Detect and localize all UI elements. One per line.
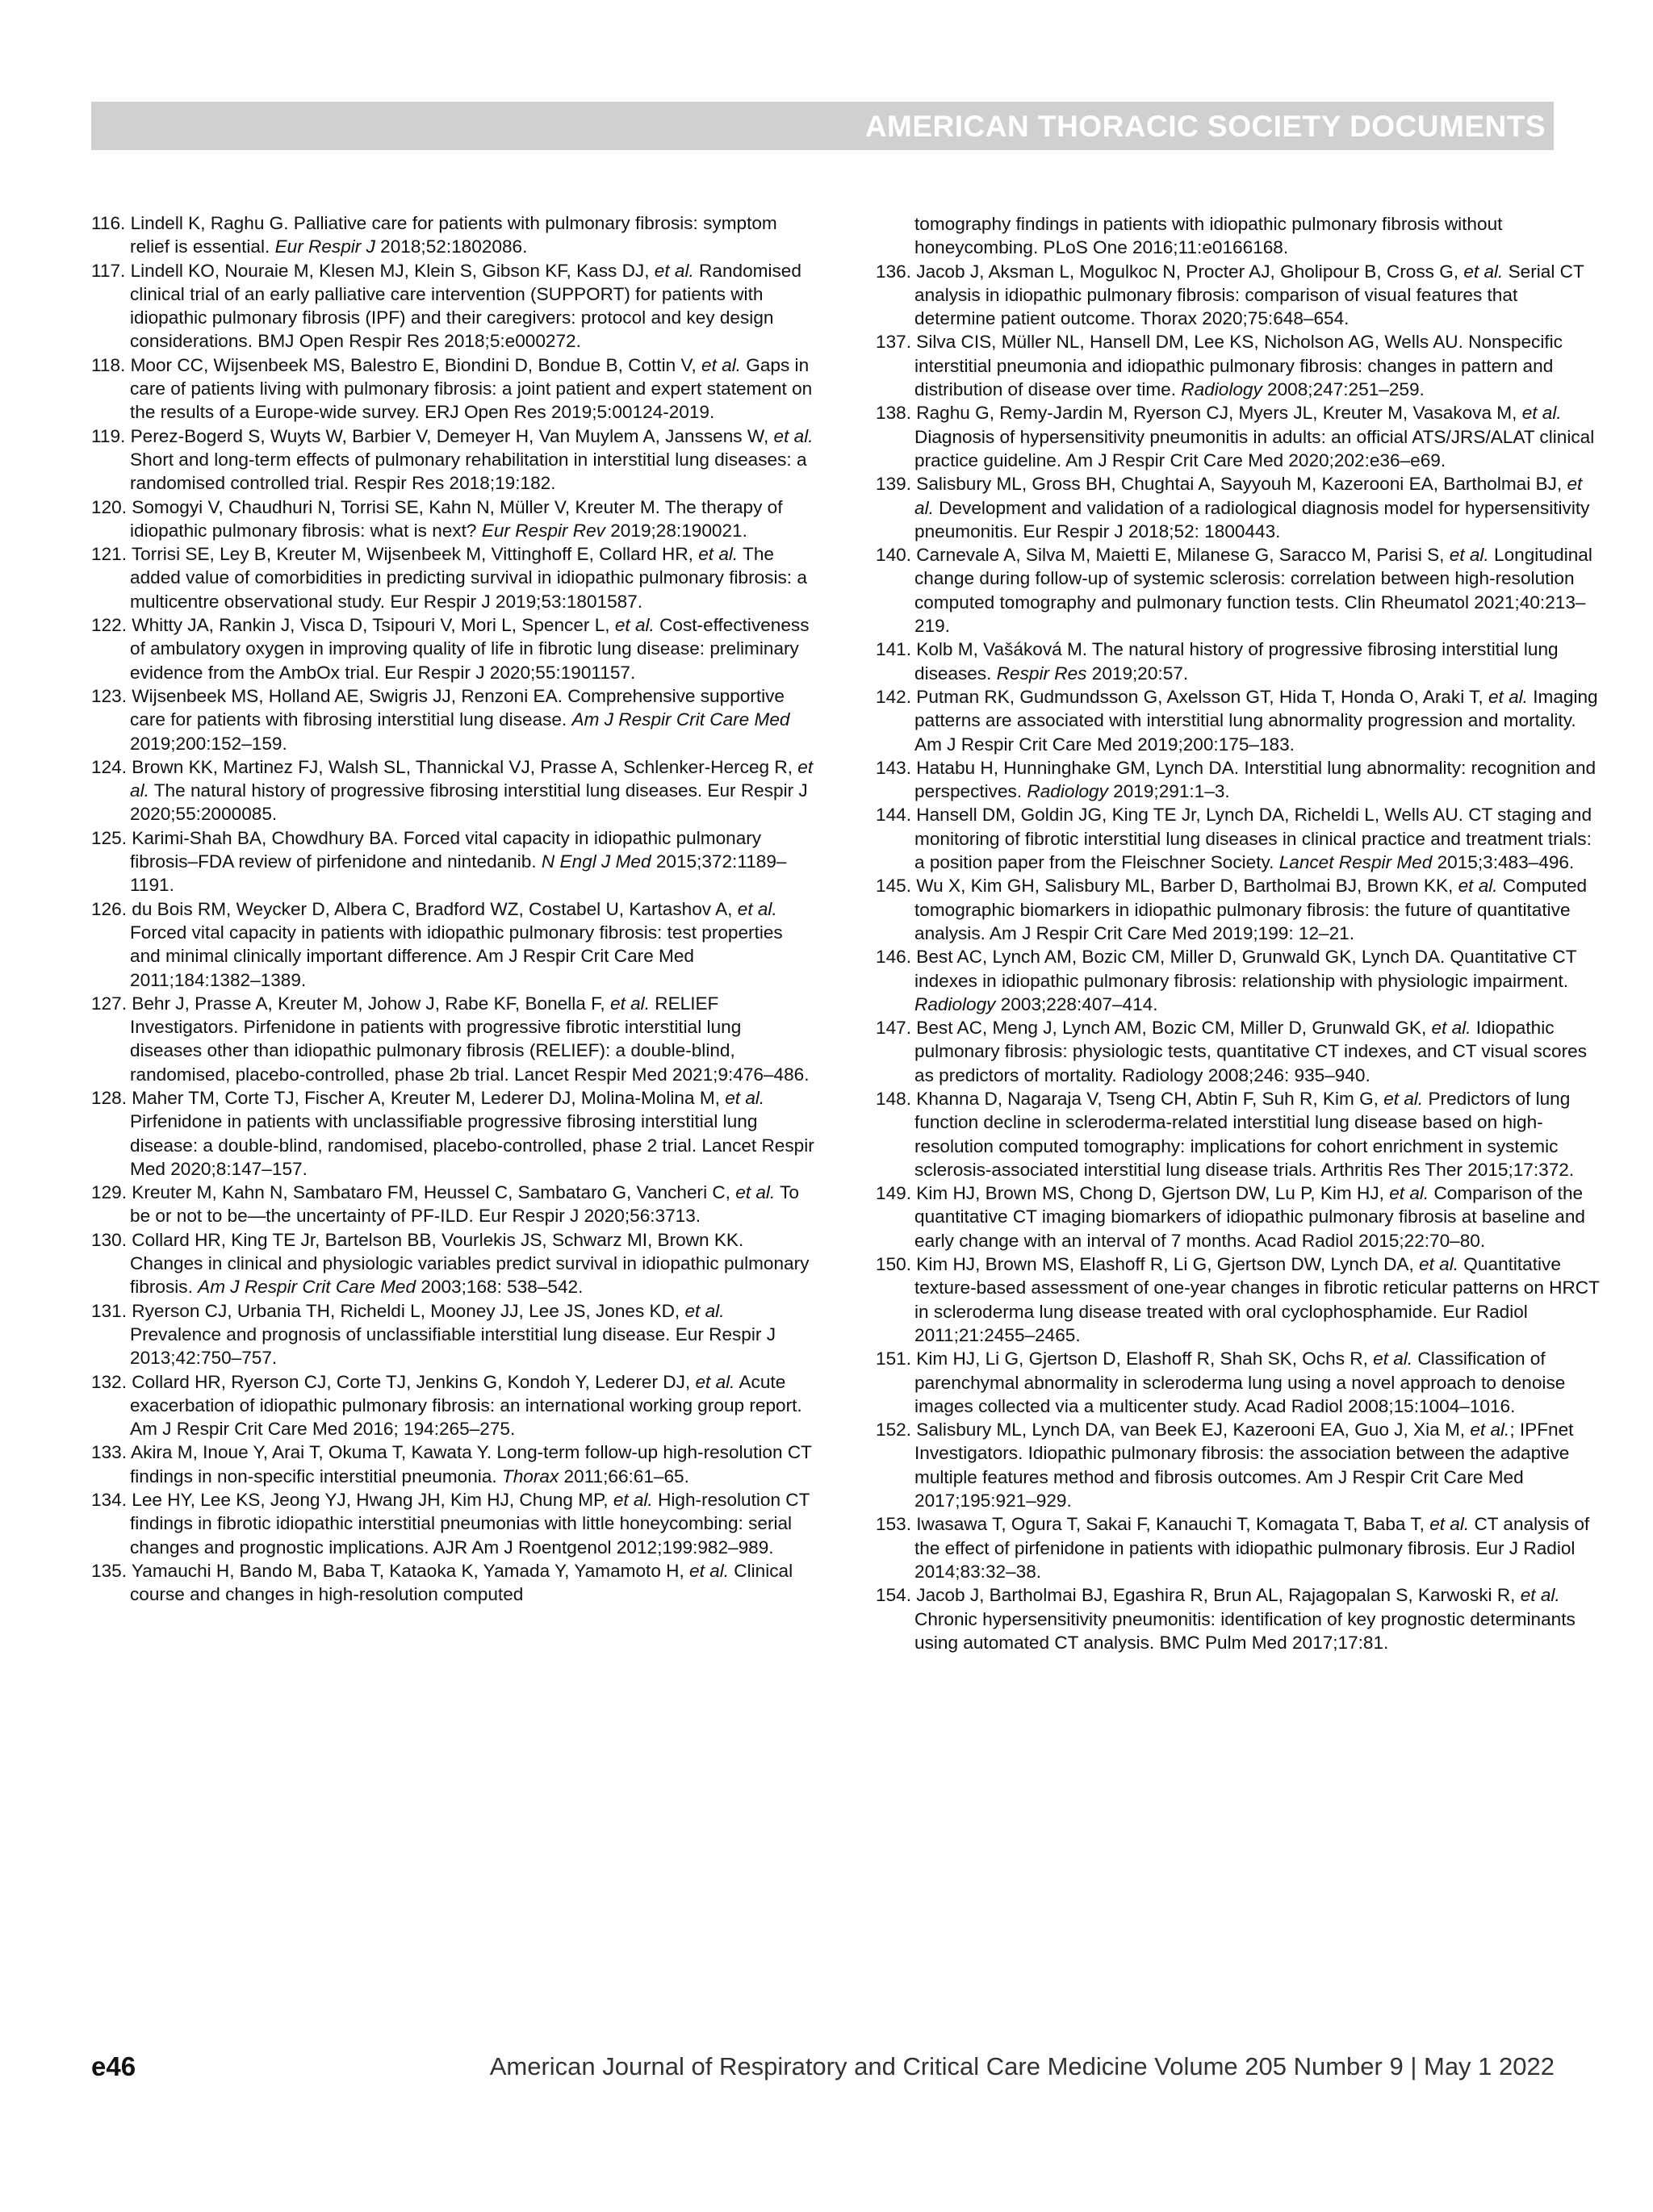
reference-text: Akira M, Inoue Y, Arai T, Okuma T, Kawata Y. Long-term follow-up high-resolution CT findings in non-specific interstitial pneumonia. [130,1442,812,1487]
reference-item [876,1347,1602,1418]
reference-italic: et al. [614,615,655,636]
reference-text: Kim HJ, Brown MS, Elashoff R, Li G, Gjertson DW, Lynch DA, [916,1254,1420,1275]
reference-text-end: Comparison of the quantitative CT imaging biomarkers of idiopathic pulmonary fibrosis at baseline and early change with an interval of 7 months. Acad Radiol 2015;22:70–80. [914,1183,1585,1251]
reference-item [876,803,1602,874]
reference-italic: Lancet Respir Med [1278,852,1433,873]
reference-number: 128. [91,1087,127,1108]
reference-item [91,684,818,755]
reference-text-end: Computed tomographic biomarkers in idiopathic pulmonary fibrosis: the future of quantitative analysis. Am J Respir Crit Care Med 2019;199: 12–21. [914,876,1588,943]
reference-text: Maher TM, Corte TJ, Fischer A, Kreuter M, Lederer DJ, Molina-Molina M, [132,1087,726,1108]
reference-text-end: Prevalence and prognosis of unclassifiable interstitial lung disease. Eur Respir J 2013;42:750–757. [130,1323,776,1369]
reference-text: Karimi-Shah BA, Chowdhury BA. Forced vital capacity in idiopathic pulmonary fibrosis–FDA review of pirfenidone and nintedanib. [130,827,762,872]
reference-italic: et al. [914,474,1583,518]
reference-italic: et al. [1373,1349,1413,1369]
reference-item [876,330,1602,401]
reference-italic: et al. [613,1490,653,1511]
reference-text: Salisbury ML, Lynch DA, van Beek EJ, Kazerooni EA, Guo J, Xia M, [916,1420,1471,1441]
reference-number: 145. [876,876,911,897]
section-header-band [91,102,1554,150]
reference-number: 142. [876,686,911,707]
reference-text: Somogyi V, Chaudhuri N, Torrisi SE, Kahn N, Müller V, Kreuter M. The therapy of idiopathic pulmonary fibrosis: what is next? [130,496,783,541]
reference-text-end: 2019;291:1–3. [1107,781,1230,802]
reference-text: Silva CIS, Müller NL, Hansell DM, Lee KS, Nicholson AG, Wells AU. Nonspecific interstitial pneumonia and idiopathic pulmonary fibrosis: changes in pattern and distribution of disease over time. [914,332,1563,400]
reference-italic: et al. [1521,403,1562,424]
reference-number: 141. [876,639,911,660]
reference-text: Kim HJ, Brown MS, Chong D, Gjertson DW, Lu P, Kim HJ, [916,1183,1390,1204]
reference-italic: Am J Respir Crit Care Med [198,1277,416,1298]
reference-item [91,755,818,826]
reference-text: Iwasawa T, Ogura T, Sakai F, Kanauchi T, Komagata T, Baba T, [916,1514,1430,1535]
reference-text: Hansell DM, Goldin JG, King TE Jr, Lynch DA, Richeldi L, Wells AU. CT staging and monitoring of fibrotic interstitial lung diseases in clinical practice and treatment trials: a position paper from the Fleischner Society. [914,805,1592,873]
page-number: e46 [91,2051,136,2081]
reference-number: 154. [876,1585,911,1606]
reference-item [91,1228,818,1299]
reference-text-end: Acute exacerbation of idiopathic pulmonary fibrosis: an international working group report. Am J Respir Crit Care Med 2016; 194:265–275. [130,1371,802,1440]
reference-number: 133. [91,1442,127,1463]
reference-item [876,401,1602,472]
reference-number: 129. [91,1182,127,1203]
references-left-column [91,211,818,1607]
reference-italic: et al. [698,544,739,565]
reference-number: 116. [91,213,126,233]
reference-item [91,1488,818,1559]
reference-text-end: Diagnosis of hypersensitivity pneumonitis in adults: an official ATS/JRS/ALAT clinical practice guideline. Am J Respir Crit Care Med 2020;202:e36–e69. [914,426,1595,470]
reference-text: Collard HR, King TE Jr, Bartelson BB, Vourlekis JS, Schwarz MI, Brown KK. Changes in clinical and physiologic variables predict survival in idiopathic pulmonary fibrosis. [130,1229,810,1298]
reference-text: Yamauchi H, Bando M, Baba T, Kataoka K, Yamada Y, Yamamoto H, [131,1560,690,1581]
journal-footer: American Journal of Respiratory and Critical Care Medicine Volume 205 Number 9 | May 1 2022 [489,2052,1555,2080]
reference-italic: et al. [1458,876,1498,897]
reference-italic: Respir Res [996,663,1087,684]
reference-text: Wijsenbeek MS, Holland AE, Swigris JJ, Renzoni EA. Comprehensive supportive care for patients with fibrosing interstitial lung disease. [130,685,785,730]
reference-text-end: Clinical course and changes in high-resolution computed [130,1560,793,1605]
reference-italic: et al. [1429,1514,1470,1535]
reference-number: 139. [876,474,911,495]
reference-text: Lee HY, Lee KS, Jeong YJ, Hwang JH, Kim HJ, Chung MP, [132,1490,613,1511]
reference-text: Putman RK, Gudmundsson G, Axelsson GT, Hida T, Honda O, Araki T, [916,686,1488,707]
reference-text: Best AC, Meng J, Lynch AM, Bozic CM, Miller D, Grunwald GK, [916,1018,1432,1039]
reference-text-end: ; IPFnet Investigators. Idiopathic pulmonary fibrosis: the association between the adaptive multiple features method and fibrosis outcomes. Am J Respir Crit Care Med 2017;195:921–929. [914,1420,1574,1512]
reference-item [876,260,1602,331]
reference-number: 124. [91,756,127,777]
reference-number: 152. [876,1420,911,1441]
reference-italic: et al. [1449,545,1489,566]
reference-item [876,1418,1602,1512]
reference-number: 149. [876,1183,911,1204]
reference-item [876,874,1602,945]
reference-text-end: RELIEF Investigators. Pirfenidone in patients with progressive fibrotic interstitial lung diseases other than idiopathic pulmonary fibrosis (RELIEF): a double-blind, randomised, placebo-controlled, phase 2b trial. Lancet Respir Med 2021;9:476–486. [130,993,810,1085]
reference-italic: et al. [610,993,650,1014]
reference-number: 144. [876,805,911,826]
reference-italic: Radiology [914,993,996,1014]
reference-italic: et al. [737,898,777,919]
reference-text-end: Idiopathic pulmonary fibrosis: physiologic tests, quantitative CT indexes, and CT visual scores as predictors of mortality. Radiology 2008;246: 935–940. [914,1018,1588,1085]
reference-text-end: Classification of parenchymal abnormality in scleroderma lung using a novel approach to denoise images collected via a multicenter study. Acad Radiol 2008;15:1004–1016. [914,1349,1566,1416]
reference-text-end: To be or not to be—the uncertainty of PF-ILD. Eur Respir J 2020;56:3713. [130,1182,799,1227]
reference-item [876,1087,1602,1181]
reference-text: Kreuter M, Kahn N, Sambataro FM, Heussel C, Sambataro G, Vancheri C, [132,1182,736,1203]
reference-text-end: 2003;168: 538–542. [416,1277,584,1298]
reference-text: Perez-Bogerd S, Wuyts W, Barbier V, Demeyer H, Van Muylem A, Janssens W, [130,425,774,446]
reference-number: 153. [876,1514,911,1535]
reference-text-end: The added value of comorbidities in predicting survival in idiopathic pulmonary fibrosis: a multicentre observational study. Eur Respir J 2019;53:1801587. [130,544,807,612]
reference-number: 121. [91,544,127,565]
reference-item [91,353,818,424]
reference-text: Hatabu H, Hunninghake GM, Lynch DA. Interstitial lung abnormality: recognition and perspectives. [914,757,1597,802]
reference-text: Jacob J, Bartholmai BJ, Egashira R, Brun AL, Rajagopalan S, Karwoski R, [916,1585,1521,1606]
reference-number: 122. [91,615,127,636]
reference-italic: N Engl J Med [541,851,651,872]
reference-text-end: 2015;3:483–496. [1432,852,1575,873]
reference-number: 132. [91,1371,127,1392]
references-right-column [876,212,1602,1654]
reference-number: 127. [91,993,127,1014]
reference-item [91,211,818,259]
reference-text: Brown KK, Martinez FJ, Walsh SL, Thannickal VJ, Prasse A, Schlenker-Herceg R, [132,756,798,777]
reference-italic: et al. [725,1087,765,1108]
reference-text-end: Quantitative texture-based assessment of one-year changes in fibrotic reticular patterns on HRCT in scleroderma lung disease treated with oral cyclophosphamide. Eur Radiol 2011;21:2455–2465. [914,1254,1600,1345]
reference-italic: et al. [1419,1254,1459,1275]
reference-text: Whitty JA, Rankin J, Visca D, Tsipouri V, Mori L, Spencer L, [132,615,615,636]
reference-item [876,472,1602,543]
reference-italic: et al. [1431,1018,1471,1039]
reference-item [91,897,818,992]
reference-text-end: 2019;200:152–159. [130,733,287,754]
reference-text: Ryerson CJ, Urbania TH, Richeldi L, Mooney JJ, Lee JS, Jones KD, [132,1300,685,1321]
reference-italic: et al. [1520,1585,1560,1606]
reference-item [876,1016,1602,1087]
reference-text: Torrisi SE, Ley B, Kreuter M, Wijsenbeek M, Vittinghoff E, Collard HR, [131,544,699,565]
reference-item [91,1181,818,1228]
reference-italic: et al. [130,756,814,801]
reference-text-end: Chronic hypersensitivity pneumonitis: identification of key prognostic determinants using automated CT analysis. BMC Pulm Med 2017;17:81. [914,1608,1576,1653]
reference-text-end: Serial CT analysis in idiopathic pulmonary fibrosis: comparison of visual features that determine patient outcome. Thorax 2020;75:648–654. [914,261,1584,329]
reference-text-end: 2019;20:57. [1086,663,1189,684]
reference-item [876,756,1602,804]
reference-text-end: Development and validation of a radiological diagnosis model for hypersensitivity pneumonitis. Eur Respir J 2018;52: 1800443. [914,497,1590,542]
reference-number: 119. [91,425,126,446]
reference-text-end: 2015;372:1189–1191. [130,851,787,896]
reference-text-end: Short and long-term effects of pulmonary rehabilitation in interstitial lung diseases: a randomised controlled trial. Respir Res 2018;19:182. [130,449,807,494]
reference-number: 136. [876,261,911,282]
reference-text-end: 2003;228:407–414. [995,993,1158,1014]
reference-number: 123. [91,685,127,706]
reference-number: 143. [876,757,911,778]
reference-item [91,424,818,496]
reference-text: Collard HR, Ryerson CJ, Corte TJ, Jenkins G, Kondoh Y, Lederer DJ, [132,1371,696,1392]
section-header-title: AMERICAN THORACIC SOCIETY DOCUMENTS [864,110,1546,143]
reference-item [91,1299,818,1370]
reference-text: Lindell KO, Nouraie M, Klesen MJ, Klein S, Gibson KF, Kass DJ, [130,260,655,281]
reference-continuation: tomography findings in patients with idiopathic pulmonary fibrosis without honeycombing. PLoS One 2016;11:e0166168. [914,214,1503,258]
reference-text: Raghu G, Remy-Jardin M, Ryerson CJ, Myers JL, Kreuter M, Vasakova M, [916,403,1522,424]
reference-text: du Bois RM, Weycker D, Albera C, Bradford WZ, Costabel U, Kartashov A, [132,898,738,919]
reference-number: 148. [876,1088,911,1109]
reference-text-end: Forced vital capacity in patients with idiopathic pulmonary fibrosis: test properties and minimal clinically important difference. Am J Respir Crit Care Med 2011;184:1382–1389. [130,922,783,990]
reference-italic: et al. [1463,261,1504,282]
reference-item [91,1086,818,1181]
reference-italic: Radiology [1027,781,1108,802]
reference-italic: et al. [654,260,694,281]
reference-number: 138. [876,403,911,424]
reference-number: 135. [91,1560,127,1581]
reference-italic: Radiology [1181,379,1262,400]
reference-number: 146. [876,947,911,968]
reference-item [91,542,818,613]
reference-number: 150. [876,1254,911,1275]
reference-text: Jacob J, Aksman L, Mogulkoc N, Procter AJ, Gholipour B, Cross G, [916,261,1464,282]
reference-text: Carnevale A, Silva M, Maietti E, Milanese G, Saracco M, Parisi S, [916,545,1450,566]
reference-item [91,613,818,684]
reference-text: Wu X, Kim GH, Salisbury ML, Barber D, Bartholmai BJ, Brown KK, [916,876,1458,897]
reference-number: 120. [91,496,127,517]
reference-text: Kim HJ, Li G, Gjertson D, Elashoff R, Shah SK, Ochs R, [916,1349,1374,1369]
reference-text-end: High-resolution CT findings in fibrotic idiopathic interstitial pneumonias with little honeycombing: serial changes and prognostic implications. AJR Am J Roentgenol 2012;199:982–989. [130,1490,810,1558]
reference-italic: et al. [689,1560,730,1581]
reference-italic: et al. [1383,1088,1424,1109]
reference-item [876,543,1602,638]
reference-item [876,685,1602,756]
reference-text-end: Pirfenidone in patients with unclassifiable progressive fibrosing interstitial lung disease: a double-blind, randomised, placebo-controlled, phase 2 trial. Lancet Respir Med 2020;8:147–157. [130,1111,814,1179]
reference-text-end: Gaps in care of patients living with pulmonary fibrosis: a joint patient and expert statement on the results of a Europe-wide survey. ERJ Open Res 2019;5:00124-2019. [130,354,813,423]
reference-italic: Eur Respir J [274,236,375,257]
reference-text: Khanna D, Nagaraja V, Tseng CH, Abtin F, Suh R, Kim G, [916,1088,1384,1109]
reference-number: 137. [876,332,911,353]
reference-italic: et al. [1470,1420,1510,1441]
reference-text: Moor CC, Wijsenbeek MS, Balestro E, Biondini D, Bondue B, Cottin V, [130,354,702,375]
reference-text: Best AC, Lynch AM, Bozic CM, Miller D, Grunwald GK, Lynch DA. Quantitative CT indexes in idiopathic pulmonary fibrosis: relationship with physiologic impairment. [914,947,1577,991]
reference-number: 131. [91,1300,127,1321]
reference-italic: et al. [695,1371,735,1392]
reference-item [91,1559,818,1607]
reference-number: 147. [876,1018,911,1039]
reference-text-end: 2011;66:61–65. [559,1466,689,1487]
reference-item [876,945,1602,1016]
reference-italic: et al. [773,425,814,446]
reference-italic: et al. [684,1300,725,1321]
reference-item [91,1441,818,1488]
reference-number: 130. [91,1229,127,1250]
reference-italic: Thorax [501,1466,559,1487]
reference-italic: et al. [735,1182,776,1203]
reference-text-end: 2019;28:190021. [605,520,747,541]
reference-item [91,992,818,1086]
reference-item [91,1370,818,1441]
reference-number: 125. [91,827,127,848]
reference-italic: Am J Respir Crit Care Med [571,709,790,730]
reference-item [876,1252,1602,1347]
reference-number: 117. [91,260,126,281]
reference-number: 118. [91,354,126,375]
reference-text: Kolb M, Vašáková M. The natural history of progressive fibrosing interstitial lung diseases. [914,639,1559,684]
reference-italic: et al. [1389,1183,1429,1204]
reference-item [91,496,818,543]
reference-number: 134. [91,1490,127,1511]
reference-item [91,259,818,353]
reference-text: Behr J, Prasse A, Kreuter M, Johow J, Rabe KF, Bonella F, [132,993,610,1014]
reference-item [876,638,1602,685]
reference-number: 126. [91,898,127,919]
reference-text-end: Randomised clinical trial of an early palliative care intervention (SUPPORT) for patients with idiopathic pulmonary fibrosis (IPF) and their caregivers: protocol and key design considerations. BMJ Open Respir Res 2018;5:e000272. [130,260,801,352]
reference-italic: et al. [1488,686,1528,707]
reference-text-end: 2018;52:1802086. [375,236,528,257]
reference-item [876,1583,1602,1654]
reference-item [91,826,818,897]
reference-italic: Eur Respir Rev [481,520,605,541]
reference-italic: et al. [701,354,741,375]
reference-text: Salisbury ML, Gross BH, Chughtai A, Sayyouh M, Kazerooni EA, Bartholmai BJ, [916,474,1567,495]
reference-text: Lindell K, Raghu G. Palliative care for patients with pulmonary fibrosis: symptom relief is essential. [130,213,777,257]
reference-text-end: CT analysis of the effect of pirfenidone in patients with idiopathic pulmonary fibrosis. Eur J Radiol 2014;83:32–38. [914,1514,1590,1582]
reference-number: 151. [876,1349,911,1369]
reference-text-end: Predictors of lung function decline in scleroderma-related interstitial lung disease based on high-resolution computed tomography: implications for cohort enrichment in systemic sclerosis-associated interstitial lung disease trials. Arthritis Res Ther 2015;17:372. [914,1088,1575,1180]
reference-text-end: Longitudinal change during follow-up of systemic sclerosis: correlation between high-resolution computed tomography and pulmonary function tests. Clin Rheumatol 2021;40:213–219. [914,545,1592,637]
reference-text-end: The natural history of progressive fibrosing interstitial lung diseases. Eur Respir J 2020;55:2000085. [130,780,808,825]
reference-item [876,1512,1602,1583]
reference-text-end: Imaging patterns are associated with interstitial lung abnormality progression and mortality. Am J Respir Crit Care Med 2019;200:175–183. [914,686,1598,755]
reference-item [876,1181,1602,1252]
reference-text-end: Cost-effectiveness of ambulatory oxygen in improving quality of life in fibrotic lung disease: preliminary evidence from the AmbOx trial. Eur Respir J 2020;55:1901157. [130,615,810,683]
reference-number: 140. [876,545,911,566]
reference-text-end: 2008;247:251–259. [1262,379,1425,400]
